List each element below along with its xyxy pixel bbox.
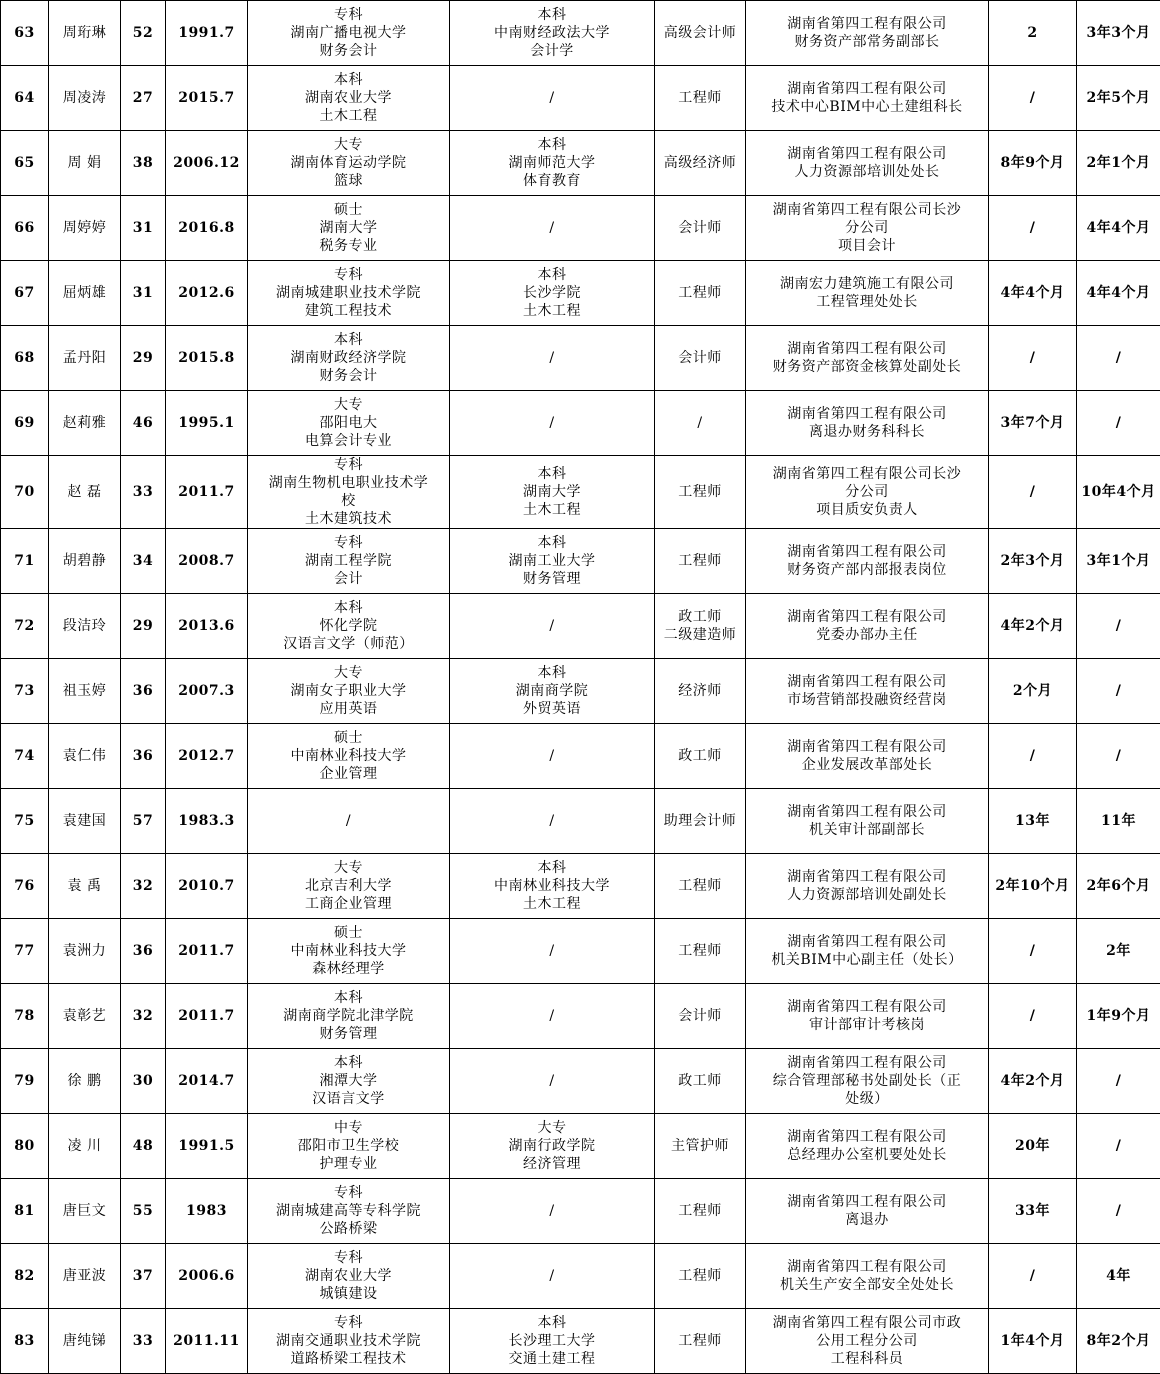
first-education-cell: 大专 湖南体育运动学院 篮球 [248,131,450,196]
name-cell: 唐巨文 [49,1179,121,1244]
tenure-1-cell: 4年2个月 [989,1049,1077,1114]
row-number-cell: 70 [1,456,49,529]
work-start-cell: 2011.7 [166,456,248,529]
table-row [1,391,1160,456]
age-cell: 32 [121,854,166,919]
highest-education-cell: / [450,66,655,131]
table-row [1,261,1160,326]
first-education-cell: 大专 湖南女子职业大学 应用英语 [248,659,450,724]
age-cell: 27 [121,66,166,131]
work-start-cell: 1983.3 [166,789,248,854]
professional-title-cell: 会计师 [655,984,746,1049]
tenure-1-cell: 2年10个月 [989,854,1077,919]
first-education-cell: 专科 湖南工程学院 会计 [248,529,450,594]
name-cell: 凌 川 [49,1114,121,1179]
table-row [1,1,1160,66]
tenure-2-cell: / [1077,326,1160,391]
table-row [1,1049,1160,1114]
row-number-cell: 83 [1,1309,49,1374]
tenure-2-cell: 4年4个月 [1077,261,1160,326]
age-cell: 36 [121,724,166,789]
professional-title-cell: 工程师 [655,919,746,984]
highest-education-cell: / [450,1179,655,1244]
work-start-cell: 1991.7 [166,1,248,66]
professional-title-cell: 经济师 [655,659,746,724]
professional-title-cell: 工程师 [655,1179,746,1244]
highest-education-cell: 本科 湖南工业大学 财务管理 [450,529,655,594]
row-number-cell: 69 [1,391,49,456]
current-position-cell: 湖南省第四工程有限公司 总经理办公室机要处处长 [746,1114,989,1179]
tenure-2-cell: 1年9个月 [1077,984,1160,1049]
table-row [1,984,1160,1049]
first-education-cell: 专科 湖南城建职业技术学院 建筑工程技术 [248,261,450,326]
highest-education-cell: / [450,196,655,261]
table-row [1,1114,1160,1179]
table-row [1,1179,1160,1244]
name-cell: 祖玉婷 [49,659,121,724]
current-position-cell: 湖南省第四工程有限公司 党委办部办主任 [746,594,989,659]
tenure-1-cell: 8年9个月 [989,131,1077,196]
age-cell: 29 [121,326,166,391]
highest-education-cell: / [450,724,655,789]
work-start-cell: 2013.6 [166,594,248,659]
row-number-cell: 77 [1,919,49,984]
work-start-cell: 1983 [166,1179,248,1244]
table-row [1,659,1160,724]
work-start-cell: 2006.6 [166,1244,248,1309]
tenure-1-cell: 20年 [989,1114,1077,1179]
row-number-cell: 71 [1,529,49,594]
table-row [1,854,1160,919]
name-cell: 段洁玲 [49,594,121,659]
row-number-cell: 80 [1,1114,49,1179]
tenure-1-cell: / [989,326,1077,391]
first-education-cell: 专科 湖南交通职业技术学院 道路桥梁工程技术 [248,1309,450,1374]
tenure-1-cell: / [989,456,1077,529]
tenure-2-cell: 3年1个月 [1077,529,1160,594]
highest-education-cell: / [450,1244,655,1309]
name-cell: 唐纯锑 [49,1309,121,1374]
first-education-cell: 硕士 中南林业科技大学 企业管理 [248,724,450,789]
tenure-1-cell: 2个月 [989,659,1077,724]
tenure-1-cell: 2年3个月 [989,529,1077,594]
current-position-cell: 湖南省第四工程有限公司 机关审计部副部长 [746,789,989,854]
professional-title-cell: 工程师 [655,66,746,131]
name-cell: 袁彰艺 [49,984,121,1049]
age-cell: 52 [121,1,166,66]
name-cell: 周珩琳 [49,1,121,66]
first-education-cell: 本科 湖南财政经济学院 财务会计 [248,326,450,391]
work-start-cell: 2011.7 [166,984,248,1049]
work-start-cell: 2015.8 [166,326,248,391]
name-cell: 胡碧静 [49,529,121,594]
current-position-cell: 湖南省第四工程有限公司长沙 分公司 项目会计 [746,196,989,261]
name-cell: 袁 禹 [49,854,121,919]
row-number-cell: 74 [1,724,49,789]
first-education-cell: 硕士 湖南大学 税务专业 [248,196,450,261]
table-row [1,326,1160,391]
work-start-cell: 2012.6 [166,261,248,326]
first-education-cell: 本科 湖南商学院北津学院 财务管理 [248,984,450,1049]
first-education-cell: 专科 湖南广播电视大学 财务会计 [248,1,450,66]
first-education-cell: 大专 北京吉利大学 工商企业管理 [248,854,450,919]
current-position-cell: 湖南省第四工程有限公司 财务资产部常务副部长 [746,1,989,66]
professional-title-cell: 政工师 [655,1049,746,1114]
tenure-1-cell: / [989,724,1077,789]
first-education-cell: 专科 湖南农业大学 城镇建设 [248,1244,450,1309]
table-row [1,66,1160,131]
table-body [1,1,1160,1374]
row-number-cell: 81 [1,1179,49,1244]
work-start-cell: 1991.5 [166,1114,248,1179]
tenure-2-cell: / [1077,659,1160,724]
work-start-cell: 1995.1 [166,391,248,456]
row-number-cell: 76 [1,854,49,919]
highest-education-cell: 本科 湖南商学院 外贸英语 [450,659,655,724]
professional-title-cell: 高级会计师 [655,1,746,66]
age-cell: 31 [121,261,166,326]
highest-education-cell: 本科 长沙理工大学 交通土建工程 [450,1309,655,1374]
row-number-cell: 79 [1,1049,49,1114]
current-position-cell: 湖南省第四工程有限公司 离退办 [746,1179,989,1244]
row-number-cell: 78 [1,984,49,1049]
first-education-cell: 专科 湖南城建高等专科学院 公路桥梁 [248,1179,450,1244]
current-position-cell: 湖南省第四工程有限公司 市场营销部投融资经营岗 [746,659,989,724]
current-position-cell: 湖南省第四工程有限公司 人力资源部培训处处长 [746,131,989,196]
current-position-cell: 湖南省第四工程有限公司长沙 分公司 项目质安负责人 [746,456,989,529]
name-cell: 唐亚波 [49,1244,121,1309]
current-position-cell: 湖南省第四工程有限公司市政 公用工程分公司 工程科科员 [746,1309,989,1374]
tenure-2-cell: 11年 [1077,789,1160,854]
age-cell: 31 [121,196,166,261]
highest-education-cell: / [450,391,655,456]
work-start-cell: 2008.7 [166,529,248,594]
work-start-cell: 2015.7 [166,66,248,131]
name-cell: 屈炳雄 [49,261,121,326]
tenure-1-cell: 33年 [989,1179,1077,1244]
age-cell: 34 [121,529,166,594]
tenure-2-cell: 2年1个月 [1077,131,1160,196]
tenure-1-cell: 1年4个月 [989,1309,1077,1374]
table-row [1,456,1160,529]
tenure-2-cell: 3年3个月 [1077,1,1160,66]
current-position-cell: 湖南省第四工程有限公司 技术中心BIM中心土建组科长 [746,66,989,131]
professional-title-cell: 会计师 [655,196,746,261]
row-number-cell: 67 [1,261,49,326]
work-start-cell: 2006.12 [166,131,248,196]
work-start-cell: 2016.8 [166,196,248,261]
age-cell: 32 [121,984,166,1049]
professional-title-cell: / [655,391,746,456]
age-cell: 48 [121,1114,166,1179]
tenure-2-cell: / [1077,1179,1160,1244]
age-cell: 46 [121,391,166,456]
professional-title-cell: 工程师 [655,456,746,529]
highest-education-cell: 本科 中南财经政法大学 会计学 [450,1,655,66]
age-cell: 33 [121,456,166,529]
first-education-cell: 硕士 中南林业科技大学 森林经理学 [248,919,450,984]
highest-education-cell: / [450,326,655,391]
tenure-1-cell: / [989,196,1077,261]
tenure-2-cell: / [1077,1114,1160,1179]
highest-education-cell: / [450,984,655,1049]
current-position-cell: 湖南省第四工程有限公司 财务资产部资金核算处副处长 [746,326,989,391]
row-number-cell: 68 [1,326,49,391]
name-cell: 徐 鹏 [49,1049,121,1114]
age-cell: 36 [121,919,166,984]
table-row [1,724,1160,789]
name-cell: 周凌涛 [49,66,121,131]
current-position-cell: 湖南省第四工程有限公司 财务资产部内部报表岗位 [746,529,989,594]
name-cell: 孟丹阳 [49,326,121,391]
work-start-cell: 2011.7 [166,919,248,984]
tenure-2-cell: / [1077,391,1160,456]
first-education-cell: 大专 邵阳电大 电算会计专业 [248,391,450,456]
current-position-cell: 湖南省第四工程有限公司 审计部审计考核岗 [746,984,989,1049]
tenure-1-cell: / [989,984,1077,1049]
first-education-cell: / [248,789,450,854]
row-number-cell: 75 [1,789,49,854]
table-row [1,529,1160,594]
highest-education-cell: 本科 湖南大学 土木工程 [450,456,655,529]
tenure-2-cell: 8年2个月 [1077,1309,1160,1374]
age-cell: 57 [121,789,166,854]
row-number-cell: 66 [1,196,49,261]
tenure-2-cell: 2年5个月 [1077,66,1160,131]
row-number-cell: 64 [1,66,49,131]
professional-title-cell: 政工师 二级建造师 [655,594,746,659]
highest-education-cell: 本科 湖南师范大学 体育教育 [450,131,655,196]
table-row [1,1309,1160,1374]
tenure-2-cell: 2年 [1077,919,1160,984]
tenure-2-cell: / [1077,724,1160,789]
tenure-2-cell: 10年4个月 [1077,456,1160,529]
tenure-1-cell: 13年 [989,789,1077,854]
tenure-1-cell: 4年4个月 [989,261,1077,326]
table-row [1,919,1160,984]
name-cell: 周 娟 [49,131,121,196]
professional-title-cell: 政工师 [655,724,746,789]
table-row [1,594,1160,659]
table-row [1,789,1160,854]
professional-title-cell: 工程师 [655,1244,746,1309]
professional-title-cell: 工程师 [655,261,746,326]
row-number-cell: 65 [1,131,49,196]
age-cell: 36 [121,659,166,724]
age-cell: 30 [121,1049,166,1114]
highest-education-cell: 本科 长沙学院 土木工程 [450,261,655,326]
name-cell: 周婷婷 [49,196,121,261]
work-start-cell: 2007.3 [166,659,248,724]
tenure-1-cell: / [989,919,1077,984]
table-row [1,131,1160,196]
table-row [1,196,1160,261]
row-number-cell: 82 [1,1244,49,1309]
highest-education-cell: / [450,1049,655,1114]
professional-title-cell: 高级经济师 [655,131,746,196]
tenure-1-cell: 3年7个月 [989,391,1077,456]
professional-title-cell: 工程师 [655,1309,746,1374]
current-position-cell: 湖南省第四工程有限公司 机关BIM中心副主任（处长） [746,919,989,984]
highest-education-cell: / [450,919,655,984]
current-position-cell: 湖南省第四工程有限公司 企业发展改革部处长 [746,724,989,789]
current-position-cell: 湖南宏力建筑施工有限公司 工程管理处处长 [746,261,989,326]
row-number-cell: 73 [1,659,49,724]
name-cell: 袁仁伟 [49,724,121,789]
highest-education-cell: / [450,789,655,854]
professional-title-cell: 工程师 [655,854,746,919]
first-education-cell: 本科 湘潭大学 汉语言文学 [248,1049,450,1114]
tenure-2-cell: 4年 [1077,1244,1160,1309]
row-number-cell: 63 [1,1,49,66]
tenure-1-cell: / [989,1244,1077,1309]
first-education-cell: 专科 湖南生物机电职业技术学 校 土木建筑技术 [248,456,450,529]
current-position-cell: 湖南省第四工程有限公司 综合管理部秘书处副处长（正 处级） [746,1049,989,1114]
name-cell: 袁洲力 [49,919,121,984]
current-position-cell: 湖南省第四工程有限公司 离退办财务科科长 [746,391,989,456]
age-cell: 37 [121,1244,166,1309]
current-position-cell: 湖南省第四工程有限公司 人力资源部培训处副处长 [746,854,989,919]
professional-title-cell: 主管护师 [655,1114,746,1179]
tenure-2-cell: / [1077,1049,1160,1114]
tenure-2-cell: / [1077,594,1160,659]
tenure-2-cell: 2年6个月 [1077,854,1160,919]
tenure-1-cell: 4年2个月 [989,594,1077,659]
first-education-cell: 本科 怀化学院 汉语言文学（师范） [248,594,450,659]
tenure-2-cell: 4年4个月 [1077,196,1160,261]
age-cell: 38 [121,131,166,196]
row-number-cell: 72 [1,594,49,659]
professional-title-cell: 工程师 [655,529,746,594]
name-cell: 赵 磊 [49,456,121,529]
highest-education-cell: 大专 湖南行政学院 经济管理 [450,1114,655,1179]
professional-title-cell: 会计师 [655,326,746,391]
table-row [1,1244,1160,1309]
tenure-1-cell: 2 [989,1,1077,66]
highest-education-cell: 本科 中南林业科技大学 土木工程 [450,854,655,919]
highest-education-cell: / [450,594,655,659]
age-cell: 29 [121,594,166,659]
name-cell: 袁建国 [49,789,121,854]
name-cell: 赵莉雅 [49,391,121,456]
work-start-cell: 2014.7 [166,1049,248,1114]
tenure-1-cell: / [989,66,1077,131]
age-cell: 55 [121,1179,166,1244]
work-start-cell: 2011.11 [166,1309,248,1374]
first-education-cell: 本科 湖南农业大学 土木工程 [248,66,450,131]
work-start-cell: 2012.7 [166,724,248,789]
age-cell: 33 [121,1309,166,1374]
professional-title-cell: 助理会计师 [655,789,746,854]
current-position-cell: 湖南省第四工程有限公司 机关生产安全部安全处处长 [746,1244,989,1309]
first-education-cell: 中专 邵阳市卫生学校 护理专业 [248,1114,450,1179]
work-start-cell: 2010.7 [166,854,248,919]
